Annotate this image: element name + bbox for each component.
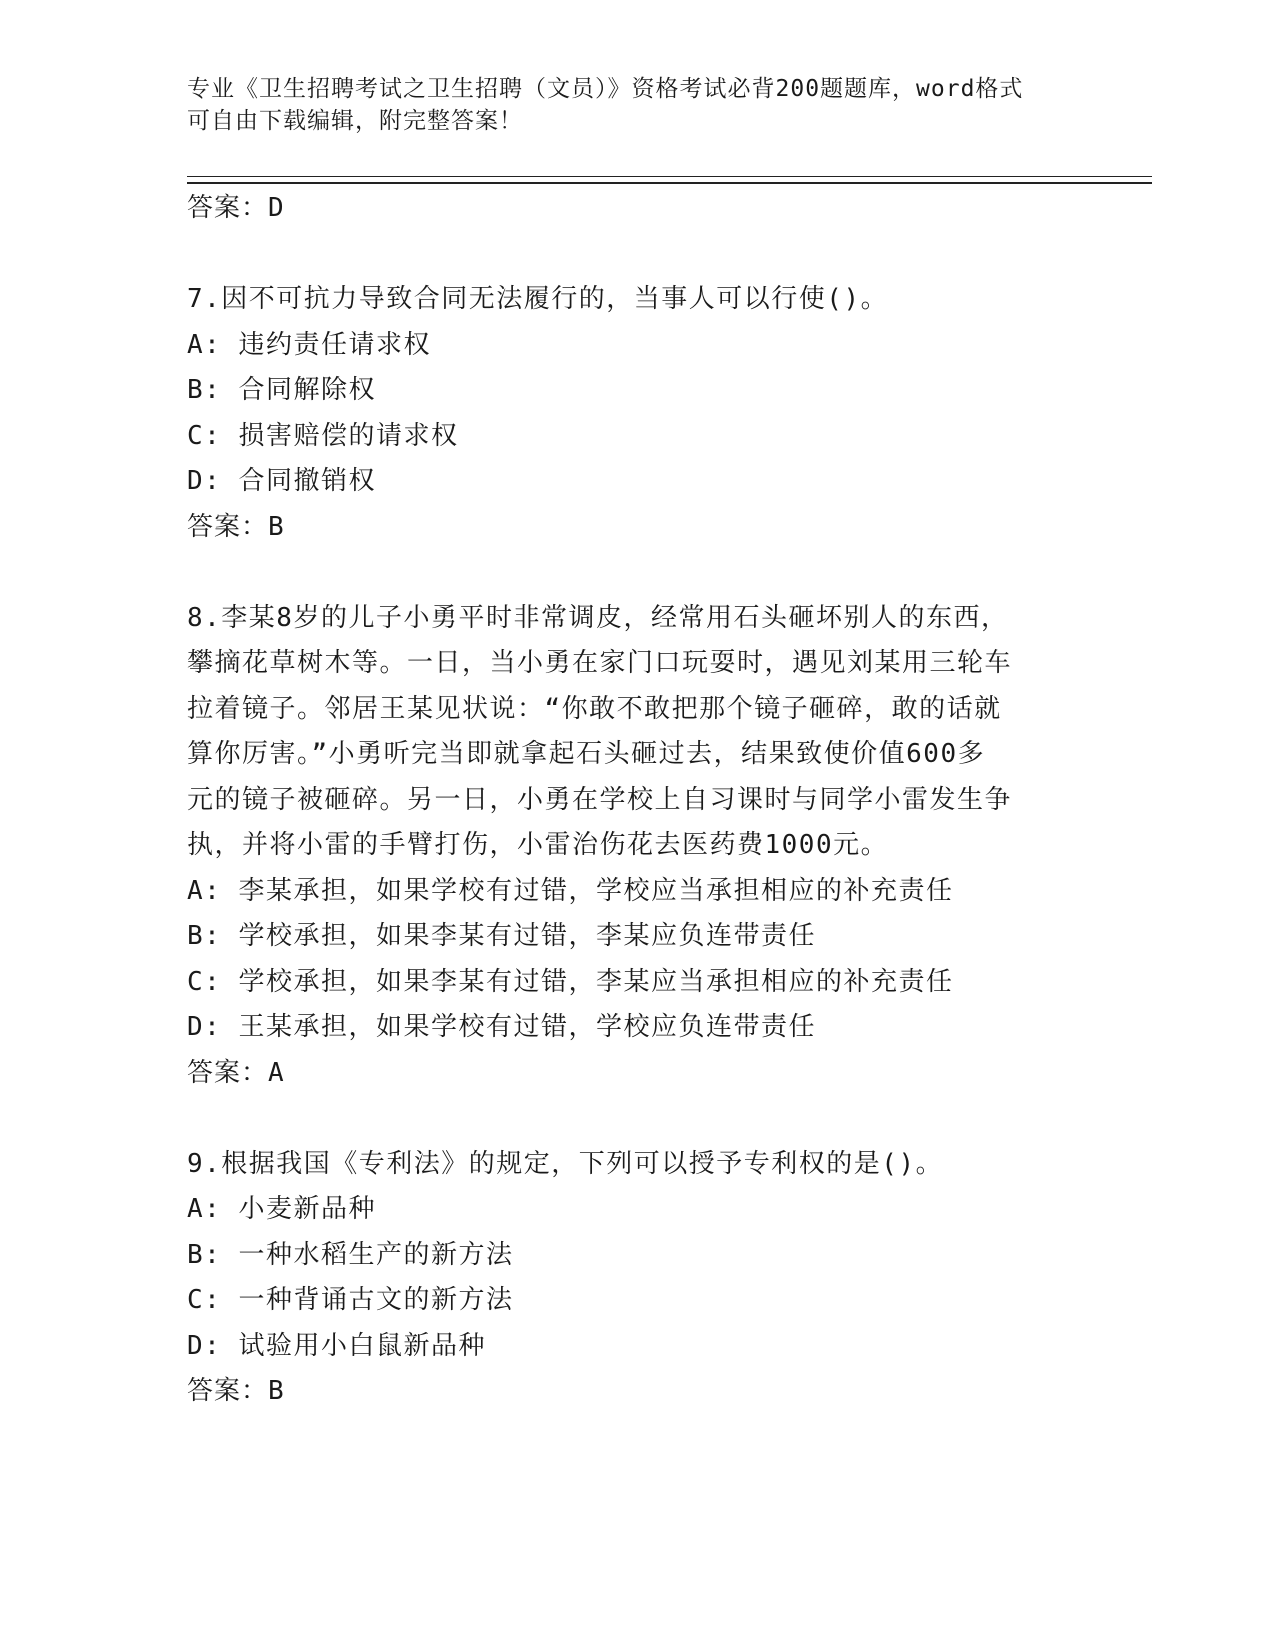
answer-label: 答案： <box>187 1057 269 1088</box>
option-d: D: 试验用小白鼠新品种 <box>187 1330 486 1361</box>
option-a: A: 李某承担，如果学校有过错，学校应当承担相应的补充责任 <box>187 875 954 906</box>
answer-label: 答案： <box>187 511 269 542</box>
option-a: A: 小麦新品种 <box>187 1194 376 1224</box>
spacer <box>187 232 1087 278</box>
option-c: C: 损害赔偿的请求权 <box>187 420 459 451</box>
answer-label: 答案： <box>187 1376 269 1406</box>
option-c: C: 一种背诵古文的新方法 <box>187 1285 514 1315</box>
answer-line <box>187 186 1087 232</box>
question-stem-line: 执，并将小雷的手臂打伤，小雷治伤花去医药费1000元。 <box>187 830 889 860</box>
option-b: B: 学校承担，如果李某有过错，李某应负连带责任 <box>187 921 816 951</box>
question-stem-line: 9.根据我国《专利法》的规定，下列可以授予专利权的是()。 <box>187 1148 944 1179</box>
option-d: D: 王某承担，如果学校有过错，学校应负连带责任 <box>187 1012 816 1042</box>
option-a: A: 违约责任请求权 <box>187 329 431 360</box>
question-stem-line: 8.李某8岁的儿子小勇平时非常调皮，经常用石头砸坏别人的东西， <box>187 602 1009 633</box>
option-b: B: 一种水稻生产的新方法 <box>187 1239 514 1270</box>
question-stem-line: 7.因不可抗力导致合同无法履行的，当事人可以行使()。 <box>187 284 889 314</box>
spacer <box>187 1096 1087 1142</box>
document-body <box>187 186 1087 1415</box>
question-stem <box>187 277 1087 323</box>
header-divider <box>187 176 1152 184</box>
option-b: B: 合同解除权 <box>187 375 376 405</box>
question-stem <box>187 596 1087 869</box>
question-8 <box>187 596 1087 1097</box>
header-title-line-1: 专业《卫生招聘考试之卫生招聘（文员）》资格考试必背200题题库，word格式 <box>187 76 1024 102</box>
question-stem-line: 算你厉害。”小勇听完当即就拿起石头砸过去，结果致使价值600多 <box>187 739 986 769</box>
spacer <box>187 550 1087 596</box>
question-stem <box>187 1142 1087 1188</box>
answer-value: B <box>268 1376 286 1406</box>
option-c: C: 学校承担，如果李某有过错，李某应当承担相应的补充责任 <box>187 966 954 997</box>
document-page <box>187 0 1152 1650</box>
question-stem-line: 攀摘花草树木等。一日，当小勇在家门口玩耍时，遇见刘某用三轮车 <box>187 648 1013 678</box>
answer-value: B <box>268 511 286 542</box>
answer-value: A <box>268 1057 286 1088</box>
answer-line <box>187 1369 1087 1415</box>
question-7 <box>187 277 1087 550</box>
answer-value: D <box>268 193 286 223</box>
question-9 <box>187 1142 1087 1415</box>
option-d: D: 合同撤销权 <box>187 466 376 496</box>
answer-label: 答案： <box>187 193 269 223</box>
question-stem-line: 拉着镜子。邻居王某见状说：“你敢不敢把那个镜子砸碎，敢的话就 <box>187 693 1002 724</box>
document-header <box>187 73 1087 137</box>
answer-line <box>187 505 1087 551</box>
answer-line <box>187 1051 1087 1097</box>
question-stem-line: 元的镜子被砸碎。另一日，小勇在学校上自习课时与同学小雷发生争 <box>187 784 1013 815</box>
header-title-line-2: 可自由下载编辑，附完整答案！ <box>187 108 523 134</box>
